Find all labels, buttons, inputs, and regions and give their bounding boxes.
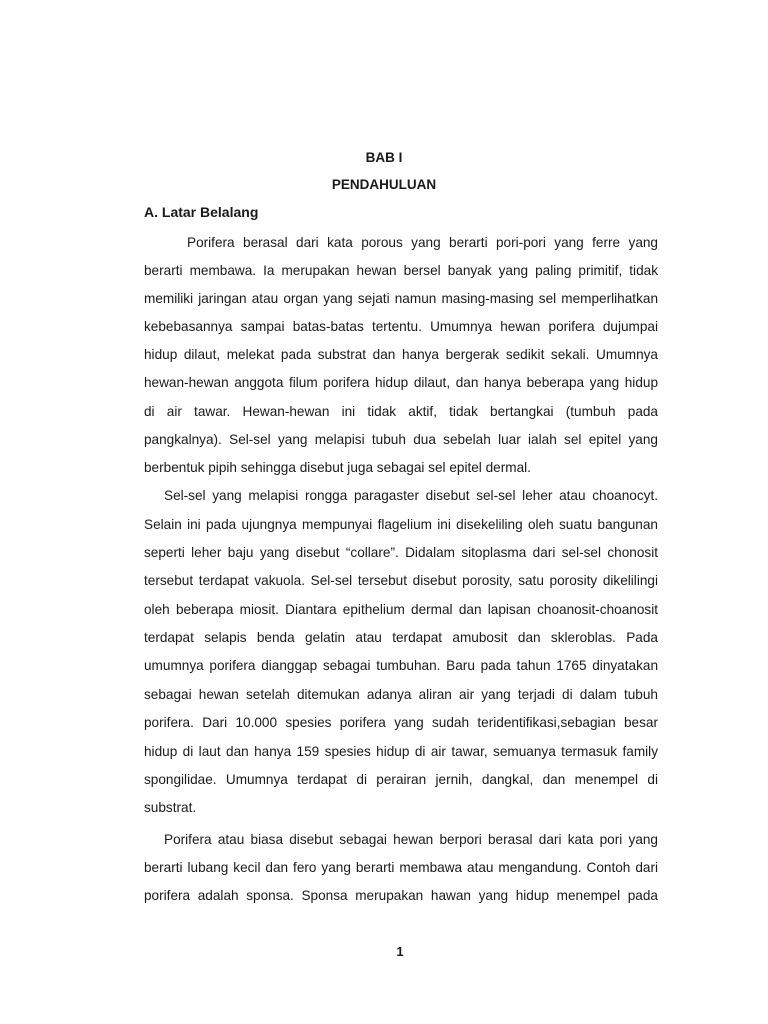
paragraph-line: porifera. Dari 10.000 spesies porifera yang sudah teridentifikasi,sebagian besar: [144, 715, 658, 730]
paragraph-line: berarti membawa. Ia merupakan hewan bersel banyak yang paling primitif, tidak: [144, 263, 658, 278]
paragraph-line: oleh beberapa miosit. Diantara epithelium dermal dan lapisan choanosit-choanosit: [144, 602, 658, 617]
paragraph-line: Porifera atau biasa disebut sebagai hewan berpori berasal dari kata pori yang: [164, 832, 658, 847]
paragraph-line: substrat.: [144, 800, 197, 815]
paragraph-line: memiliki jaringan atau organ yang sejati namun masing-masing sel memperlihatkan: [144, 291, 658, 306]
paragraph-line: terdapat selapis benda gelatin atau terdapat amubosit dan skleroblas. Pada: [144, 630, 658, 645]
paragraph-line: pangkalnya). Sel-sel yang melapisi tubuh dua sebelah luar ialah sel epitel yang: [144, 432, 658, 447]
paragraph-line: Porifera berasal dari kata porous yang berarti pori-pori yang ferre yang: [187, 235, 658, 250]
paragraph-line: hidup di laut dan hanya 159 spesies hidup di air tawar, semuanya termasuk family: [144, 744, 658, 759]
paragraph-line: di air tawar. Hewan-hewan ini tidak aktif, tidak bertangkai (tumbuh pada: [144, 404, 658, 419]
page-number: 1: [396, 944, 404, 959]
paragraph-line: umumnya porifera dianggap sebagai tumbuhan. Baru pada tahun 1765 dinyatakan: [144, 658, 658, 673]
paragraph-line: porifera adalah sponsa. Sponsa merupakan hawan yang hidup menempel pada: [144, 888, 658, 903]
chapter-title: PENDAHULUAN: [331, 177, 437, 192]
chapter-heading: BAB I: [365, 150, 403, 165]
paragraph-line: sebagai hewan setelah ditemukan adanya aliran air yang terjadi di dalam tubuh: [144, 687, 658, 702]
paragraph-line: berbentuk pipih sehingga disebut juga sebagai sel epitel dermal.: [144, 460, 531, 475]
paragraph-line: spongilidae. Umumnya terdapat di perairan jernih, dangkal, dan menempel di: [144, 772, 658, 787]
paragraph-line: Selain ini pada ujungnya mempunyai flagelium ini disekeliling oleh suatu bangunan: [144, 517, 658, 532]
paragraph-line: kebebasannya sampai batas-batas tertentu. Umumnya hewan porifera dujumpai: [144, 319, 658, 334]
paragraph-line: Sel-sel yang melapisi rongga paragaster disebut sel-sel leher atau choanocyt.: [164, 488, 658, 503]
section-heading: A. Latar Belalang: [144, 204, 259, 220]
paragraph-line: seperti leher baju yang disebut “collare”. Didalam sitoplasma dari sel-sel chonosit: [144, 545, 658, 560]
paragraph-line: hewan-hewan anggota filum porifera hidup dilaut, dan hanya beberapa yang hidup: [144, 375, 658, 390]
paragraph-line: tersebut terdapat vakuola. Sel-sel tersebut disebut porosity, satu porosity dikelilingi: [144, 573, 658, 588]
paragraph-line: hidup dilaut, melekat pada substrat dan hanya bergerak sedikit sekali. Umumnya: [144, 347, 658, 362]
paragraph-line: berarti lubang kecil dan fero yang berarti membawa atau mengandung. Contoh dari: [144, 860, 658, 875]
